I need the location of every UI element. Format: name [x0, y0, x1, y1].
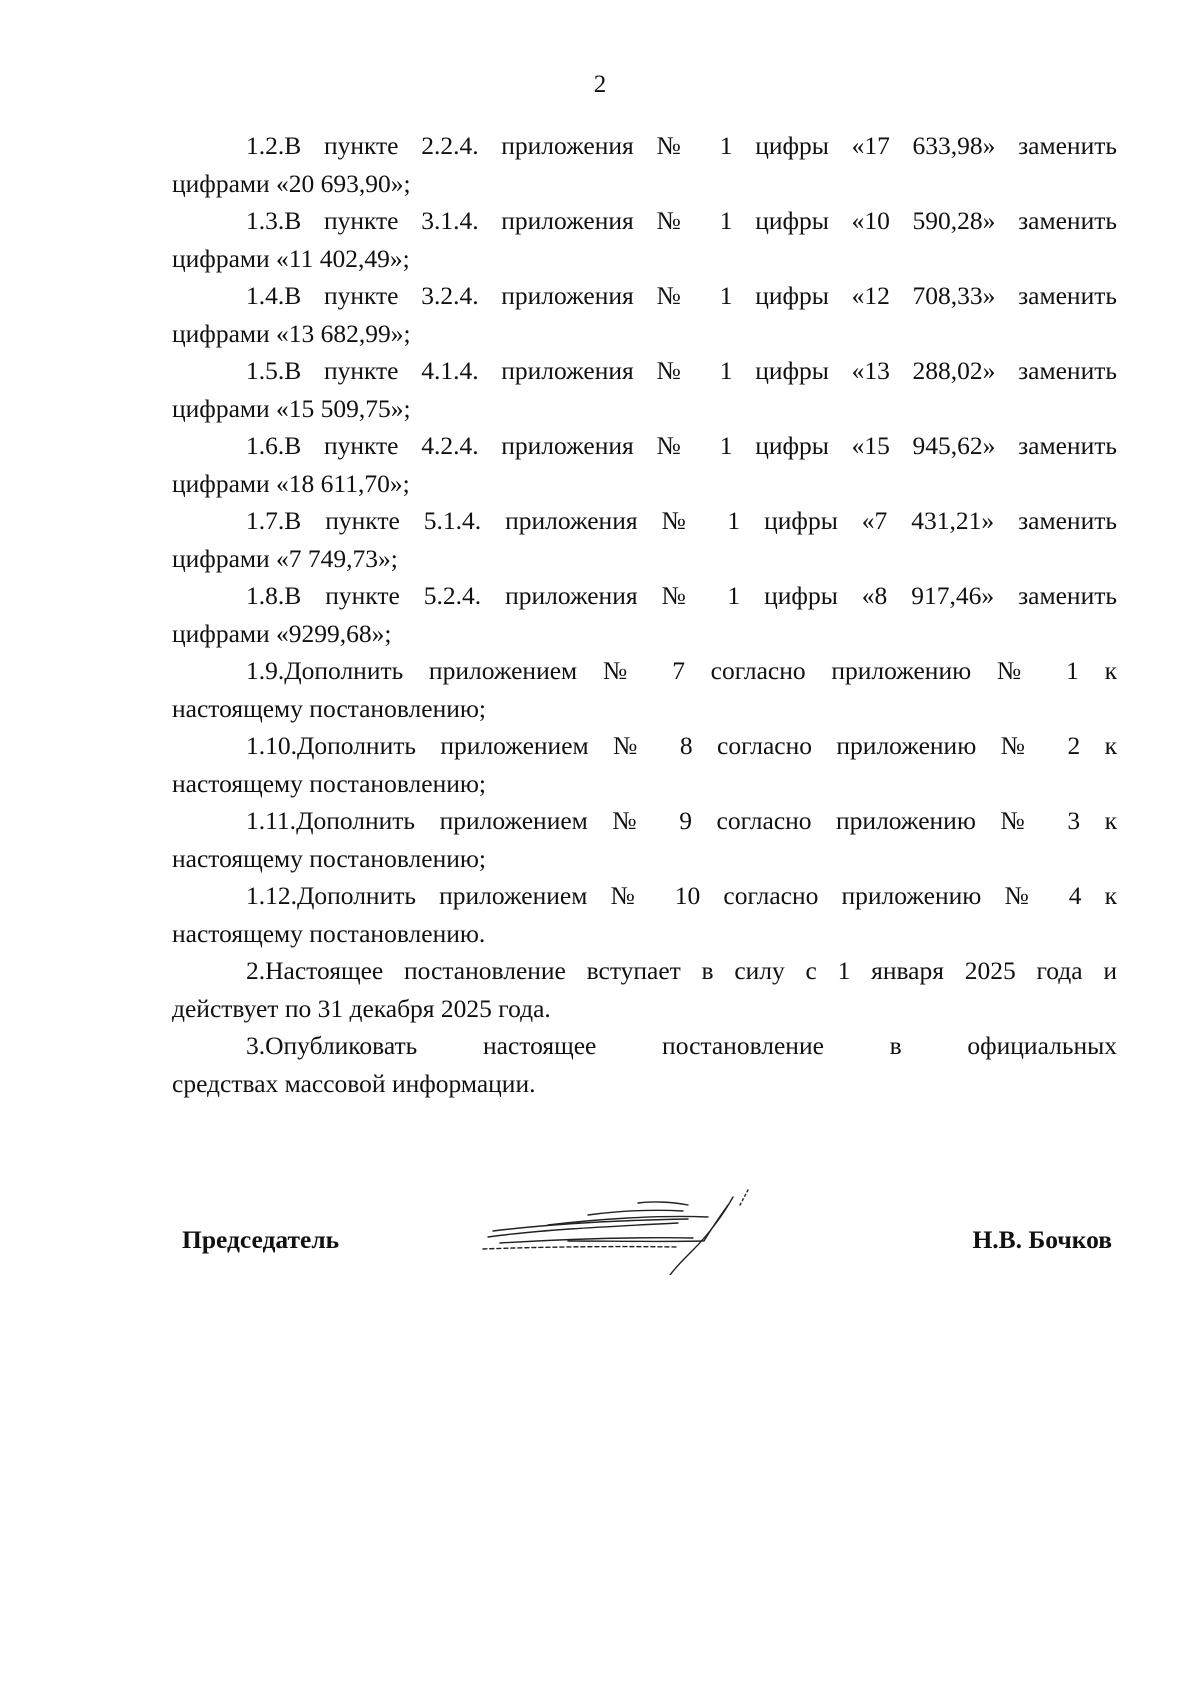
paragraph-continuation: цифрами «9299,68»;: [172, 618, 392, 648]
paragraph-text: Настоящее постановление вступает в силу с 1 января 2025 года и: [265, 956, 1117, 985]
paragraph-1-2: [172, 127, 1117, 202]
paragraph-text: В пункте 3.2.4. приложения № 1 цифры «12 708,33» заменить: [284, 281, 1117, 310]
document-body: [172, 127, 1117, 1102]
paragraph-text: В пункте 5.2.4. приложения № 1 цифры «8 917,46» заменить: [284, 581, 1117, 610]
paragraph-number: 1.11.: [246, 806, 297, 835]
paragraph-number: 2.: [246, 956, 266, 985]
paragraph-text: В пункте 5.1.4. приложения № 1 цифры «7 431,21» заменить: [284, 506, 1117, 535]
paragraph-1-5: [172, 352, 1117, 427]
paragraph-number: 1.2.: [246, 131, 285, 160]
handwritten-signature: [478, 1175, 778, 1275]
paragraph-text: Дополнить приложением № 9 согласно приложению № 3 к: [296, 806, 1117, 835]
paragraph-text: Дополнить приложением № 7 согласно приложению № 1 к: [284, 656, 1117, 685]
paragraph-continuation: цифрами «18 611,70»;: [172, 468, 410, 498]
paragraph-number: 1.9.: [246, 656, 285, 685]
paragraph-continuation: настоящему постановлению.: [172, 918, 486, 948]
paragraph-1-4: [172, 277, 1117, 352]
paragraph-1-11: [172, 802, 1117, 877]
paragraph-continuation: цифрами «13 682,99»;: [172, 318, 411, 348]
paragraph-2: [172, 952, 1117, 1027]
paragraph-number: 1.3.: [246, 206, 285, 235]
paragraph-continuation: действует по 31 декабря 2025 года.: [172, 993, 551, 1023]
paragraph-text: В пункте 4.2.4. приложения № 1 цифры «15 945,62» заменить: [284, 431, 1117, 460]
paragraph-1-9: [172, 652, 1117, 727]
signatory-title: Председатель: [182, 1225, 340, 1254]
paragraph-number: 1.6.: [246, 431, 285, 460]
paragraph-continuation: настоящему постановлению;: [172, 843, 486, 873]
paragraph-text: Дополнить приложением № 10 согласно приложению № 4 к: [297, 881, 1117, 910]
paragraph-number: 1.8.: [246, 581, 285, 610]
paragraph-text: Опубликовать настоящее постановление в официальных: [265, 1031, 1117, 1060]
paragraph-1-3: [172, 202, 1117, 277]
paragraph-number: 3.: [246, 1031, 266, 1060]
paragraph-1-10: [172, 727, 1117, 802]
paragraph-text: В пункте 4.1.4. приложения № 1 цифры «13 288,02» заменить: [284, 356, 1117, 385]
paragraph-number: 1.7.: [246, 506, 285, 535]
paragraph-text: Дополнить приложением № 8 согласно приложению № 2 к: [297, 731, 1117, 760]
paragraph-1-7: [172, 502, 1117, 577]
paragraph-continuation: цифрами «7 749,73»;: [172, 543, 398, 573]
paragraph-number: 1.4.: [246, 281, 285, 310]
signatory-name: Н.В. Бочков: [972, 1225, 1112, 1254]
page-number: 2: [593, 71, 607, 98]
paragraph-number: 1.5.: [246, 356, 285, 385]
paragraph-number: 1.12.: [246, 881, 297, 910]
paragraph-3: [172, 1027, 1117, 1102]
paragraph-continuation: настоящему постановлению;: [172, 768, 486, 798]
signature-block: [182, 1175, 1112, 1254]
paragraph-1-6: [172, 427, 1117, 502]
paragraph-continuation: настоящему постановлению;: [172, 693, 486, 723]
paragraph-text: В пункте 3.1.4. приложения № 1 цифры «10 590,28» заменить: [284, 206, 1117, 235]
paragraph-text: В пункте 2.2.4. приложения № 1 цифры «17 633,98» заменить: [284, 131, 1117, 160]
paragraph-continuation: средствах массовой информации.: [172, 1068, 536, 1098]
paragraph-1-12: [172, 877, 1117, 952]
paragraph-continuation: цифрами «20 693,90»;: [172, 168, 411, 198]
paragraph-number: 1.10.: [246, 731, 297, 760]
paragraph-continuation: цифрами «11 402,49»;: [172, 243, 410, 273]
paragraph-1-8: [172, 577, 1117, 652]
paragraph-continuation: цифрами «15 509,75»;: [172, 393, 411, 423]
